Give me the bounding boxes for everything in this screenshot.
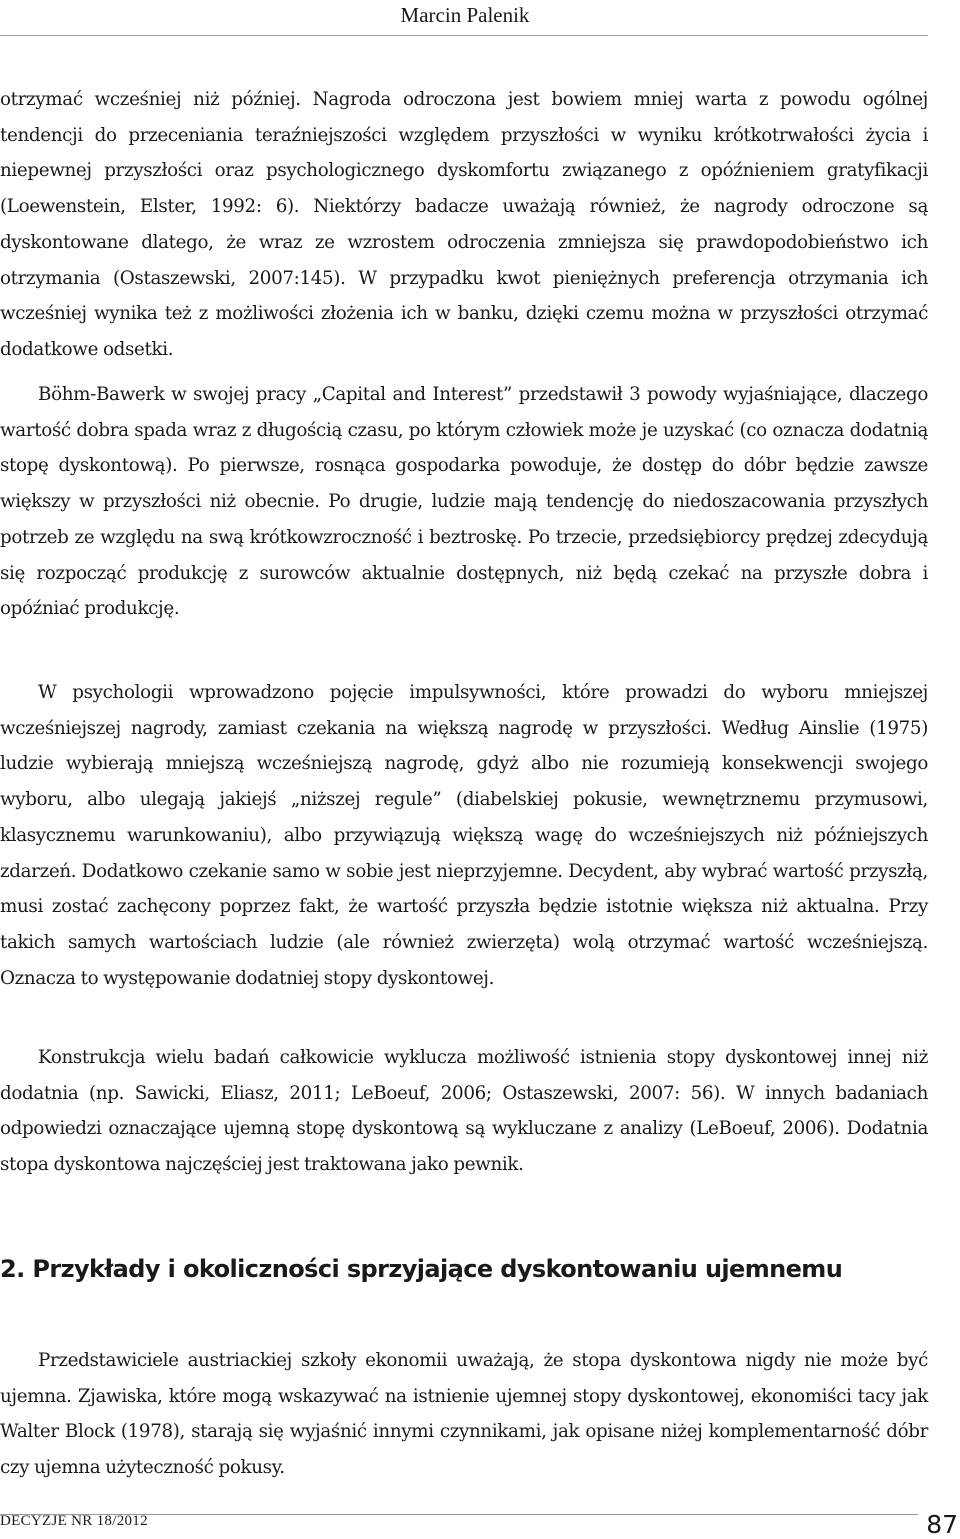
- section-heading: 2. Przykłady i okoliczności sprzyjające dyskontowaniu ujemnemu: [0, 1255, 843, 1283]
- page-number: 87: [926, 1510, 958, 1539]
- header-rule: [0, 35, 928, 36]
- running-head: Marcin Palenik: [400, 3, 530, 27]
- paragraph-3: W psychologii wprowadzono pojęcie impulsywności, które prowadzi do wyboru mniejszej wcześniejszej nagrody, zamiast czekania na większą nagrodę w przyszłości. Według Ainslie (1975) ludzie wybierają mniejszą wcześniejszą nagrodę, gdyż albo nie rozumieją konsekwencji swojego wyboru, albo ulegają jakiejś „niższej regule” (diabelskiej pokusie, wewnętrznemu przymusowi, klasycznemu warunkowaniu), albo przywiązują większą wagę do wcześniejszych niż późniejszych zdarzeń. Dodatkowo czekanie samo w sobie jest nieprzyjemne. Decydent, aby wybrać wartość przyszłą, musi zostać zachęcony poprzez fakt, że wartość przyszła będzie istotnie większa niż aktualna. Przy takich samych wartościach ludzie (ale również zwierzęta) wolą otrzymać wartość wcześniejszą. Oznacza to występowanie dodatniej stopy dyskontowej.: [0, 682, 928, 989]
- footer-journal: DECYZJE NR 18/2012: [0, 1513, 148, 1529]
- paragraph-4: Konstrukcja wielu badań całkowicie wyklucza możliwość istnienia stopy dyskontowej innej niż dodatnia (np. Sawicki, Eliasz, 2011; LeBoeuf, 2006; Ostaszewski, 2007: 56). W innych badaniach odpowiedzi oznaczające ujemną stopę dyskontową są wykluczane z analizy (LeBoeuf, 2006). Dodatnia stopa dyskontowa najczęściej jest traktowana jako pewnik.: [0, 1047, 928, 1176]
- paragraph-2: Böhm-Bawerk w swojej pracy „Capital and Interest” przedstawił 3 powody wyjaśniające, dlaczego wartość dobra spada wraz z długością czasu, po którym człowiek może je uzyskać (co oznacza dodatnią stopę dyskontową). Po pierwsze, rosnąca gospodarka powoduje, że dostęp do dóbr będzie zawsze większy w przyszłości niż obecnie. Po drugie, ludzie mają tendencję do niedoszacowania przyszłych potrzeb ze względu na swą krótkowzroczność i beztroskę. Po trzecie, przedsiębiorcy prędzej zdecydują się rozpocząć produkcję z surowców aktualnie dostępnych, niż będą czekać na przyszłe dobra i opóźniać produkcję.: [0, 384, 928, 620]
- section-paragraph: Przedstawiciele austriackiej szkoły ekonomii uważają, że stopa dyskontowa nigdy nie może być ujemna. Zjawiska, które mogą wskazywać na istnienie ujemnej stopy dyskontowej, ekonomiści tacy jak Walter Block (1978), starają się wyjaśnić innymi czynnikami, jak opisane niżej komplementarność dóbr czy ujemna użyteczność pokusy.: [0, 1350, 928, 1479]
- paragraph-1: otrzymać wcześniej niż później. Nagroda odroczona jest bowiem mniej warta z powodu ogólnej tendencji do przeceniania teraźniejszości względem przyszłości w wyniku krótkotrwałości życia i niepewnej przyszłości oraz psychologicznego dyskomfortu związanego z opóźnieniem gratyfikacji (Loewenstein, Elster, 1992: 6). Niektórzy badacze uważają również, że nagrody odroczone są dyskontowane dlatego, że wraz ze wzrostem odroczenia zmniejsza się prawdopodobieństwo ich otrzymania (Ostaszewski, 2007:145). W przypadku kwot pieniężnych preferencja otrzymania ich wcześniej wynika też z możliwości złożenia ich w banku, dzięki czemu można w przyszłości otrzymać dodatkowe odsetki.: [0, 89, 928, 360]
